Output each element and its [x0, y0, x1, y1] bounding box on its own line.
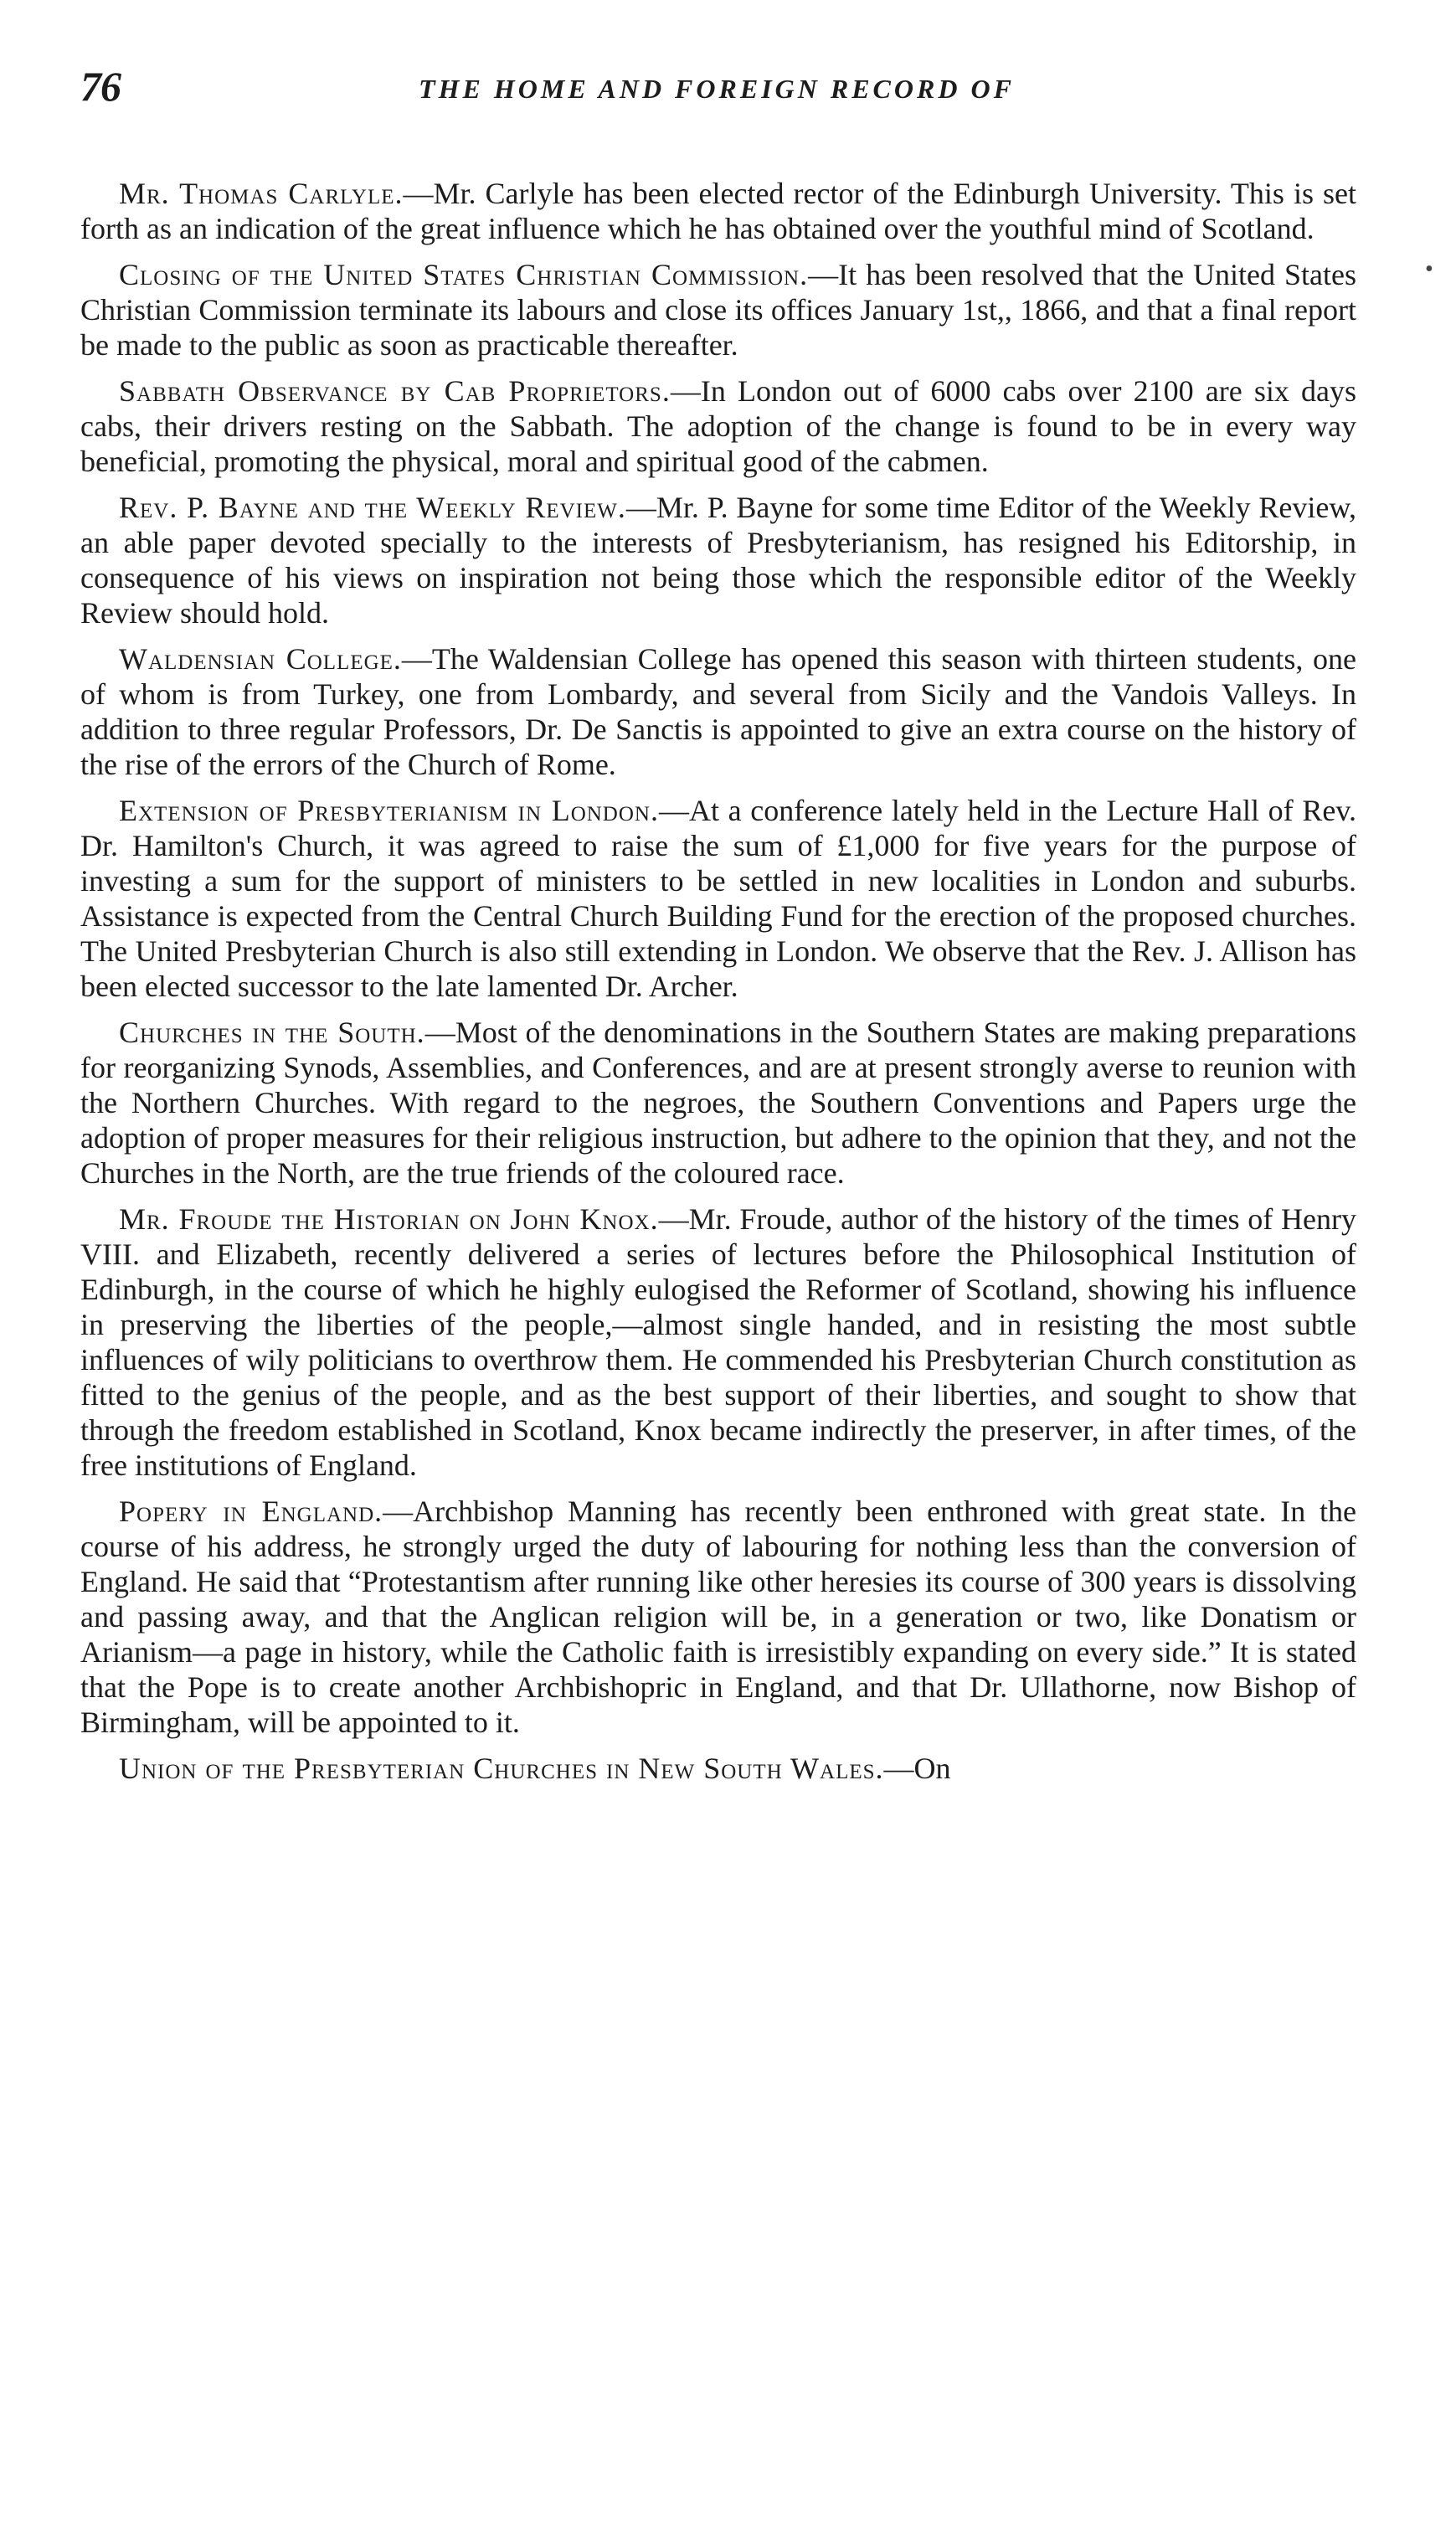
news-item-union-nsw	[80, 1751, 1356, 1786]
news-item-text: —Archbishop Manning has recently been enthroned with great state. In the course of his address, he strongly urged the duty of labouring for nothing less than the conversion of England. He said that “Protestantism after running like other heresies its course of 300 years is dissolving and passing away, and that the Anglican religion will be, in a generation or two, like Donatism or Arianism—a page in history, while the Catholic faith is irresistibly expanding on every side.” It is stated that the Pope is to create another Archbishopric in England, and that Dr. Ullathorne, now Bishop of Birmingham, will be appointed to it.	[80, 1495, 1356, 1739]
news-item-christian-commission	[80, 257, 1356, 363]
news-item-waldensian-college	[80, 641, 1356, 782]
news-item-churches-south	[80, 1015, 1356, 1191]
stray-mark: •	[1425, 256, 1433, 282]
news-item-heading: Extension of Presbyterianism in London.	[119, 794, 659, 827]
news-item-text: —On	[883, 1752, 951, 1785]
news-item-heading: Popery in England.	[119, 1495, 383, 1528]
news-item-heading: Churches in the South.	[119, 1016, 425, 1049]
news-item-heading: Rev. P. Bayne and the Weekly Review.	[119, 491, 626, 524]
news-item-heading: Closing of the United States Christian Commission.	[119, 258, 809, 291]
news-item-text: —The Waldensian College has opened this season with thirteen students, one of whom is from Turkey, one from Lombardy, and several from Sicily and the Vandois Valleys. In addition to three regular Professors, Dr. De Sanctis is appointed to give an extra course on the history of the rise of the errors of the Church of Rome.	[80, 642, 1356, 781]
news-item-text: —Mr. Carlyle has been elected rector of the Edinburgh University. This is set forth as an indication of the great influence which he has obtained over the youthful mind of Scotland.	[80, 177, 1356, 245]
news-item-sabbath-cabs	[80, 373, 1356, 479]
running-title: THE HOME AND FOREIGN RECORD OF	[419, 74, 1015, 104]
news-item-heading: Sabbath Observance by Cab Proprietors.	[119, 374, 671, 408]
news-item-carlyle	[80, 176, 1356, 246]
news-item-text: —In London out of 6000 cabs over 2100 are six days cabs, their drivers resting on the Sabbath. The adoption of the change is found to be in every way beneficial, promoting the physical, moral and spiritual good of the cabmen.	[80, 374, 1356, 478]
news-item-heading: Waldensian College.	[119, 642, 402, 676]
news-item-text: —Most of the denominations in the Southern States are making preparations for reorganizing Synods, Assemblies, and Conferences, and are at present strongly averse to reunion with the Northern Churches. With regard to the negroes, the Southern Conventions and Papers urge the adoption of proper measures for their religious instruction, but adhere to the opinion that they, and not the Churches in the North, are the true friends of the coloured race.	[80, 1016, 1356, 1190]
news-item-froude-knox	[80, 1201, 1356, 1483]
news-item-text: —At a conference lately held in the Lecture Hall of Rev. Dr. Hamilton's Church, it was agreed to raise the sum of £1,000 for five years for the purpose of investing a sum for the support of ministers to be settled in new localities in London and suburbs. Assistance is expected from the Central Church Building Fund for the erection of the proposed churches. The United Presbyterian Church is also still extending in London. We observe that the Rev. J. Allison has been elected successor to the late lamented Dr. Archer.	[80, 794, 1356, 1003]
news-item-heading: Union of the Presbyterian Churches in New South Wales.	[119, 1752, 884, 1785]
news-item-popery-england	[80, 1494, 1356, 1740]
news-item-text: —Mr. P. Bayne for some time Editor of the Weekly Review, an able paper devoted specially to the interests of Presbyterianism, has resigned his Editorship, in consequence of his views on inspiration not being those which the responsible editor of the Weekly Review should hold.	[80, 491, 1357, 630]
news-item-heading: Mr. Thomas Carlyle.	[119, 177, 404, 210]
news-item-text: —Mr. Froude, author of the history of the times of Henry VIII. and Elizabeth, recently delivered a series of lectures before the Philosophical Institution of Edinburgh, in the course of which he highly eulogised the Reformer of Scotland, showing his influence in preserving the liberties of the people,—almost single handed, and in resisting the most subtle influences of wily politicians to overthrow them. He commended his Presbyterian Church constitution as fitted to the genius of the people, and as the best support of their liberties, and sought to show that through the freedom established in Scotland, Knox became indirectly the preserver, in after times, of the free institutions of England.	[80, 1202, 1356, 1482]
article-body	[80, 176, 1356, 1797]
news-item-heading: Mr. Froude the Historian on John Knox.	[119, 1202, 659, 1236]
news-item-presbyterianism-london	[80, 793, 1356, 1004]
page-header	[80, 62, 1353, 121]
page-number: 76	[80, 63, 121, 110]
news-item-bayne	[80, 490, 1356, 630]
news-item-text: —It has been resolved that the United States Christian Commission terminate its labours and close its offices January 1st,, 1866, and that a final report be made to the public as soon as practicable thereafter.	[80, 258, 1356, 362]
